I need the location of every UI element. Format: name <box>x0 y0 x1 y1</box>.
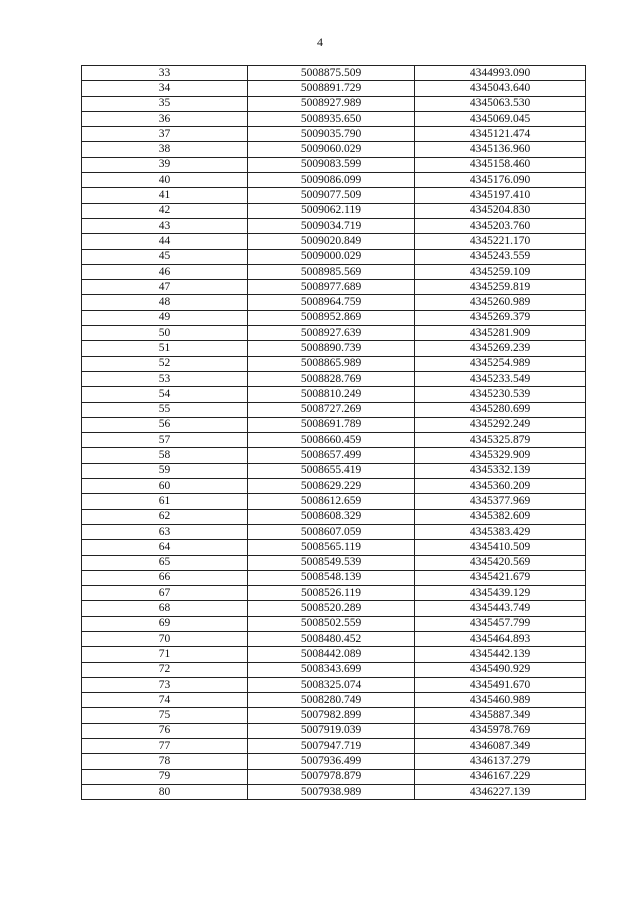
table-row <box>82 769 586 784</box>
table-row <box>82 203 586 218</box>
x-coordinate-cell: 5008977.689 <box>248 280 415 295</box>
coordinates-table-body <box>82 66 586 800</box>
point-number-cell: 34 <box>82 81 248 96</box>
x-coordinate-cell: 5008727.269 <box>248 402 415 417</box>
y-coordinate-cell: 4345043.640 <box>415 81 586 96</box>
point-number-cell: 57 <box>82 433 248 448</box>
y-coordinate-cell: 4345464.893 <box>415 631 586 646</box>
y-coordinate-cell: 4345254.989 <box>415 356 586 371</box>
x-coordinate-cell: 5008343.699 <box>248 662 415 677</box>
table-row <box>82 524 586 539</box>
point-number-cell: 37 <box>82 127 248 142</box>
point-number-cell: 75 <box>82 708 248 723</box>
x-coordinate-cell: 5008549.539 <box>248 555 415 570</box>
table-row <box>82 371 586 386</box>
table-row <box>82 341 586 356</box>
table-row <box>82 326 586 341</box>
point-number-cell: 52 <box>82 356 248 371</box>
point-number-cell: 76 <box>82 723 248 738</box>
table-row <box>82 708 586 723</box>
point-number-cell: 39 <box>82 157 248 172</box>
y-coordinate-cell: 4346087.349 <box>415 739 586 754</box>
y-coordinate-cell: 4345121.474 <box>415 127 586 142</box>
table-row <box>82 356 586 371</box>
point-number-cell: 53 <box>82 371 248 386</box>
table-row <box>82 677 586 692</box>
point-number-cell: 51 <box>82 341 248 356</box>
table-row <box>82 66 586 81</box>
y-coordinate-cell: 4345490.929 <box>415 662 586 677</box>
table-row <box>82 693 586 708</box>
point-number-cell: 55 <box>82 402 248 417</box>
point-number-cell: 79 <box>82 769 248 784</box>
y-coordinate-cell: 4345420.569 <box>415 555 586 570</box>
x-coordinate-cell: 5008280.749 <box>248 693 415 708</box>
x-coordinate-cell: 5007936.499 <box>248 754 415 769</box>
x-coordinate-cell: 5008520.289 <box>248 601 415 616</box>
table-row <box>82 142 586 157</box>
x-coordinate-cell: 5008952.869 <box>248 310 415 325</box>
y-coordinate-cell: 4344993.090 <box>415 66 586 81</box>
x-coordinate-cell: 5007919.039 <box>248 723 415 738</box>
table-row <box>82 784 586 799</box>
table-row <box>82 417 586 432</box>
x-coordinate-cell: 5008828.769 <box>248 371 415 386</box>
table-row <box>82 662 586 677</box>
table-row <box>82 433 586 448</box>
y-coordinate-cell: 4345281.909 <box>415 326 586 341</box>
table-row <box>82 463 586 478</box>
point-number-cell: 36 <box>82 111 248 126</box>
table-row <box>82 310 586 325</box>
point-number-cell: 69 <box>82 616 248 631</box>
y-coordinate-cell: 4345233.549 <box>415 371 586 386</box>
point-number-cell: 80 <box>82 784 248 799</box>
y-coordinate-cell: 4345439.129 <box>415 586 586 601</box>
y-coordinate-cell: 4345292.249 <box>415 417 586 432</box>
point-number-cell: 38 <box>82 142 248 157</box>
point-number-cell: 61 <box>82 494 248 509</box>
x-coordinate-cell: 5009060.029 <box>248 142 415 157</box>
y-coordinate-cell: 4345442.139 <box>415 647 586 662</box>
table-row <box>82 479 586 494</box>
point-number-cell: 66 <box>82 570 248 585</box>
point-number-cell: 58 <box>82 448 248 463</box>
x-coordinate-cell: 5008691.789 <box>248 417 415 432</box>
table-row <box>82 280 586 295</box>
point-number-cell: 47 <box>82 280 248 295</box>
point-number-cell: 50 <box>82 326 248 341</box>
point-number-cell: 45 <box>82 249 248 264</box>
table-row <box>82 723 586 738</box>
y-coordinate-cell: 4345221.170 <box>415 234 586 249</box>
point-number-cell: 56 <box>82 417 248 432</box>
table-row <box>82 264 586 279</box>
x-coordinate-cell: 5008891.729 <box>248 81 415 96</box>
table-row <box>82 616 586 631</box>
y-coordinate-cell: 4345491.670 <box>415 677 586 692</box>
table-row <box>82 494 586 509</box>
table-row <box>82 173 586 188</box>
y-coordinate-cell: 4345259.819 <box>415 280 586 295</box>
point-number-cell: 62 <box>82 509 248 524</box>
x-coordinate-cell: 5009000.029 <box>248 249 415 264</box>
point-number-cell: 63 <box>82 524 248 539</box>
point-number-cell: 46 <box>82 264 248 279</box>
y-coordinate-cell: 4345269.379 <box>415 310 586 325</box>
point-number-cell: 43 <box>82 218 248 233</box>
x-coordinate-cell: 5008480.452 <box>248 631 415 646</box>
x-coordinate-cell: 5008890.739 <box>248 341 415 356</box>
point-number-cell: 64 <box>82 540 248 555</box>
x-coordinate-cell: 5008565.119 <box>248 540 415 555</box>
y-coordinate-cell: 4345382.609 <box>415 509 586 524</box>
table-row <box>82 570 586 585</box>
x-coordinate-cell: 5009062.119 <box>248 203 415 218</box>
x-coordinate-cell: 5008526.119 <box>248 586 415 601</box>
table-row <box>82 96 586 111</box>
x-coordinate-cell: 5009020.849 <box>248 234 415 249</box>
y-coordinate-cell: 4345457.799 <box>415 616 586 631</box>
x-coordinate-cell: 5008325.074 <box>248 677 415 692</box>
x-coordinate-cell: 5008608.329 <box>248 509 415 524</box>
table-row <box>82 739 586 754</box>
table-row <box>82 234 586 249</box>
table-row <box>82 555 586 570</box>
table-row <box>82 387 586 402</box>
table-row <box>82 402 586 417</box>
y-coordinate-cell: 4345197.410 <box>415 188 586 203</box>
x-coordinate-cell: 5009083.599 <box>248 157 415 172</box>
point-number-cell: 48 <box>82 295 248 310</box>
table-row <box>82 754 586 769</box>
y-coordinate-cell: 4345887.349 <box>415 708 586 723</box>
y-coordinate-cell: 4345260.989 <box>415 295 586 310</box>
table-row <box>82 295 586 310</box>
point-number-cell: 65 <box>82 555 248 570</box>
table-row <box>82 81 586 96</box>
y-coordinate-cell: 4345332.139 <box>415 463 586 478</box>
table-row <box>82 540 586 555</box>
coordinates-table <box>81 65 586 800</box>
y-coordinate-cell: 4345360.209 <box>415 479 586 494</box>
table-row <box>82 249 586 264</box>
y-coordinate-cell: 4345978.769 <box>415 723 586 738</box>
point-number-cell: 70 <box>82 631 248 646</box>
x-coordinate-cell: 5007978.879 <box>248 769 415 784</box>
point-number-cell: 41 <box>82 188 248 203</box>
y-coordinate-cell: 4345443.749 <box>415 601 586 616</box>
x-coordinate-cell: 5008655.419 <box>248 463 415 478</box>
x-coordinate-cell: 5008612.659 <box>248 494 415 509</box>
x-coordinate-cell: 5008927.989 <box>248 96 415 111</box>
point-number-cell: 71 <box>82 647 248 662</box>
table-row <box>82 509 586 524</box>
table-row <box>82 647 586 662</box>
point-number-cell: 44 <box>82 234 248 249</box>
point-number-cell: 72 <box>82 662 248 677</box>
table-row <box>82 157 586 172</box>
x-coordinate-cell: 5008964.759 <box>248 295 415 310</box>
x-coordinate-cell: 5008935.650 <box>248 111 415 126</box>
y-coordinate-cell: 4345069.045 <box>415 111 586 126</box>
point-number-cell: 59 <box>82 463 248 478</box>
y-coordinate-cell: 4345243.559 <box>415 249 586 264</box>
point-number-cell: 40 <box>82 173 248 188</box>
y-coordinate-cell: 4345204.830 <box>415 203 586 218</box>
x-coordinate-cell: 5008629.229 <box>248 479 415 494</box>
y-coordinate-cell: 4345329.909 <box>415 448 586 463</box>
y-coordinate-cell: 4345325.879 <box>415 433 586 448</box>
point-number-cell: 49 <box>82 310 248 325</box>
x-coordinate-cell: 5008927.639 <box>248 326 415 341</box>
point-number-cell: 77 <box>82 739 248 754</box>
y-coordinate-cell: 4346227.139 <box>415 784 586 799</box>
y-coordinate-cell: 4345176.090 <box>415 173 586 188</box>
x-coordinate-cell: 5008810.249 <box>248 387 415 402</box>
x-coordinate-cell: 5008660.459 <box>248 433 415 448</box>
table-row <box>82 448 586 463</box>
y-coordinate-cell: 4345377.969 <box>415 494 586 509</box>
point-number-cell: 54 <box>82 387 248 402</box>
x-coordinate-cell: 5007938.989 <box>248 784 415 799</box>
table-row <box>82 218 586 233</box>
table-row <box>82 601 586 616</box>
x-coordinate-cell: 5008865.989 <box>248 356 415 371</box>
x-coordinate-cell: 5007982.899 <box>248 708 415 723</box>
x-coordinate-cell: 5009077.509 <box>248 188 415 203</box>
y-coordinate-cell: 4345158.460 <box>415 157 586 172</box>
point-number-cell: 73 <box>82 677 248 692</box>
x-coordinate-cell: 5008442.089 <box>248 647 415 662</box>
table-row <box>82 586 586 601</box>
x-coordinate-cell: 5008502.559 <box>248 616 415 631</box>
table-row <box>82 127 586 142</box>
x-coordinate-cell: 5009034.719 <box>248 218 415 233</box>
y-coordinate-cell: 4345136.960 <box>415 142 586 157</box>
y-coordinate-cell: 4345421.679 <box>415 570 586 585</box>
y-coordinate-cell: 4345460.989 <box>415 693 586 708</box>
y-coordinate-cell: 4345269.239 <box>415 341 586 356</box>
x-coordinate-cell: 5008875.509 <box>248 66 415 81</box>
y-coordinate-cell: 4345230.539 <box>415 387 586 402</box>
x-coordinate-cell: 5007947.719 <box>248 739 415 754</box>
point-number-cell: 35 <box>82 96 248 111</box>
x-coordinate-cell: 5008985.569 <box>248 264 415 279</box>
x-coordinate-cell: 5008548.139 <box>248 570 415 585</box>
y-coordinate-cell: 4346167.229 <box>415 769 586 784</box>
x-coordinate-cell: 5009035.790 <box>248 127 415 142</box>
y-coordinate-cell: 4345203.760 <box>415 218 586 233</box>
y-coordinate-cell: 4345063.530 <box>415 96 586 111</box>
point-number-cell: 74 <box>82 693 248 708</box>
point-number-cell: 42 <box>82 203 248 218</box>
table-row <box>82 631 586 646</box>
point-number-cell: 68 <box>82 601 248 616</box>
table-row <box>82 188 586 203</box>
y-coordinate-cell: 4345280.699 <box>415 402 586 417</box>
y-coordinate-cell: 4345410.509 <box>415 540 586 555</box>
x-coordinate-cell: 5008657.499 <box>248 448 415 463</box>
point-number-cell: 67 <box>82 586 248 601</box>
y-coordinate-cell: 4345259.109 <box>415 264 586 279</box>
x-coordinate-cell: 5008607.059 <box>248 524 415 539</box>
point-number-cell: 60 <box>82 479 248 494</box>
y-coordinate-cell: 4345383.429 <box>415 524 586 539</box>
page-number: 4 <box>317 35 323 49</box>
point-number-cell: 33 <box>82 66 248 81</box>
y-coordinate-cell: 4346137.279 <box>415 754 586 769</box>
x-coordinate-cell: 5009086.099 <box>248 173 415 188</box>
table-row <box>82 111 586 126</box>
point-number-cell: 78 <box>82 754 248 769</box>
